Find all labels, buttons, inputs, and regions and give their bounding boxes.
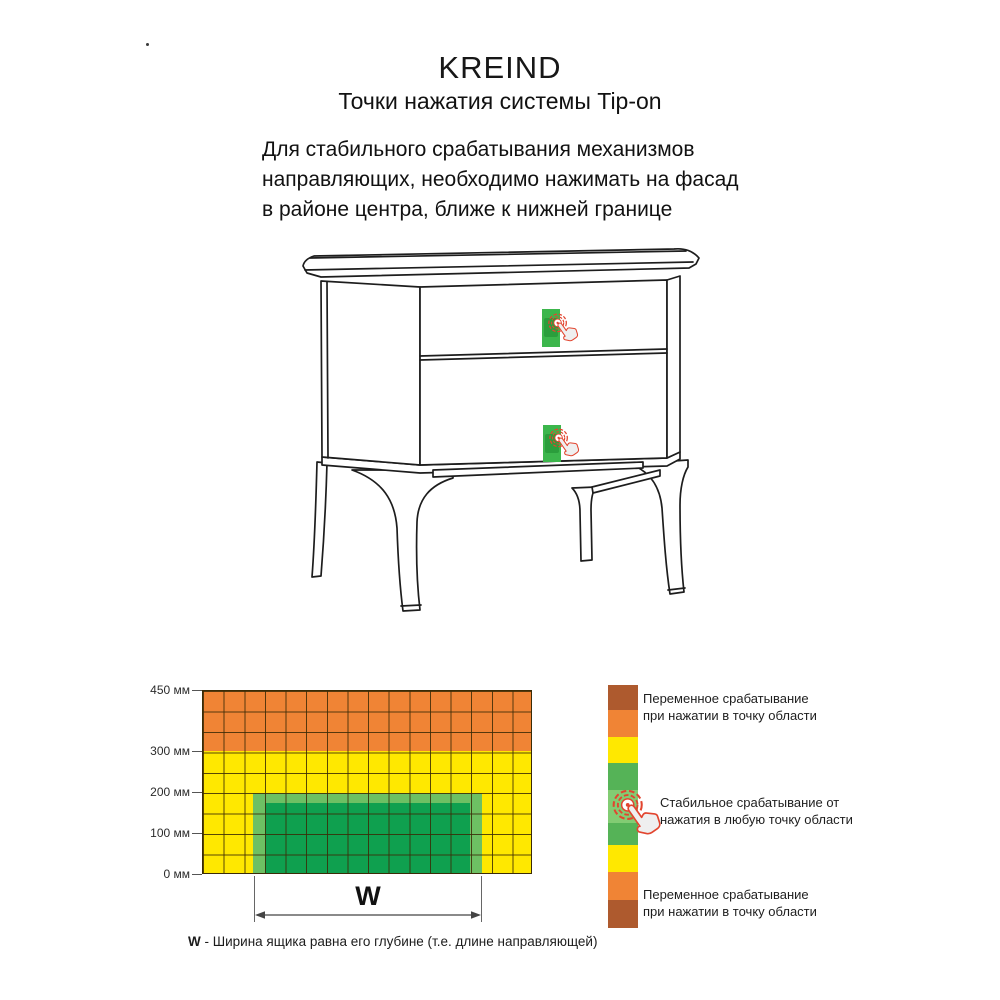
legend-seg-brown <box>608 685 638 710</box>
grid-lines <box>202 690 532 874</box>
legend-line: при нажатии в точку области <box>643 904 817 919</box>
legend-seg-orange <box>608 872 638 900</box>
legend-line: Переменное срабатывание <box>643 887 809 902</box>
legend-item-variable-top <box>643 690 817 724</box>
legend-line: Стабильное срабатывание от <box>660 795 840 810</box>
left-side-panel <box>321 281 420 465</box>
w-dimension-arrow <box>254 909 482 921</box>
legend-seg-orange <box>608 710 638 737</box>
description-paragraph <box>262 135 739 225</box>
description-line-3: в районе центра, ближе к нижней границе <box>262 198 673 221</box>
press-hand-icon <box>547 427 583 465</box>
legend-item-stable <box>660 794 853 828</box>
description-line-1: Для стабильного срабатывания механизмов <box>262 138 695 161</box>
description-line-2: направляющих, необходимо нажимать на фасад <box>262 168 739 191</box>
tick-mark <box>192 833 202 834</box>
rear-left-leg <box>312 462 327 577</box>
w-dimension-label: W <box>355 881 381 911</box>
chart-caption <box>188 934 597 949</box>
tick-mark <box>192 751 202 752</box>
ytick-300: 300 мм <box>150 744 190 758</box>
legend-line: Переменное срабатывание <box>643 691 809 706</box>
legend-line: нажатия в любую точку области <box>660 812 853 827</box>
page-subtitle: Точки нажатия системы Tip-on <box>338 88 662 114</box>
legend-line: при нажатии в точку области <box>643 708 817 723</box>
press-hand-icon <box>609 788 667 848</box>
right-side-sliver <box>667 276 680 458</box>
tick-mark <box>192 792 202 793</box>
rear-middle-leg <box>572 487 596 561</box>
ytick-200: 200 мм <box>150 785 190 799</box>
brand-title: KREIND <box>438 50 562 85</box>
tick-mark <box>192 690 202 691</box>
press-hand-icon <box>546 312 582 350</box>
caption-text: - Ширина ящика равна его глубине (т.е. длине направляющей) <box>200 934 598 949</box>
legend-item-variable-bottom <box>643 886 817 920</box>
nightstand-drawing <box>290 240 710 630</box>
legend-seg-yellow <box>608 845 638 872</box>
front-left-leg <box>352 470 453 611</box>
tick-mark <box>192 874 202 875</box>
caption-w: W <box>188 934 201 949</box>
ytick-450: 450 мм <box>150 683 190 697</box>
legend-seg-yellow <box>608 737 638 763</box>
legend-seg-brown <box>608 900 638 928</box>
ytick-0: 0 мм <box>163 867 190 881</box>
ytick-100: 100 мм <box>150 826 190 840</box>
stray-dot <box>146 43 149 46</box>
right-stretcher <box>592 470 660 493</box>
